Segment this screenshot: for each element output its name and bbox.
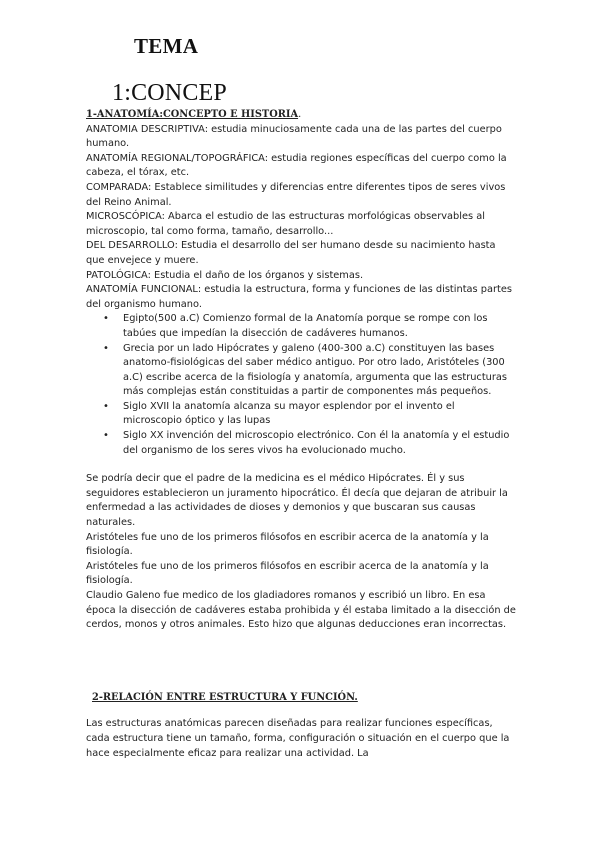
history-bullet-list (86, 312, 516, 458)
paragraph-patologica: PATOLÓGICA: Estudia el daño de los órganos y sistemas. (86, 269, 364, 281)
paragraph-funcional: ANATOMÍA FUNCIONAL: estudia la estructura, forma y funciones de las distintas partes del organismo humano. (86, 284, 512, 310)
section-1-heading: 1-ANATOMÍA:CONCEPTO E HISTORIA (86, 109, 299, 120)
paragraph-estructura-funcion: Las estructuras anatómicas parecen diseñadas para realizar funciones específicas, cada estructura tiene un tamaño, forma, configuración o situación en el cuerpo que la hace especialmente eficaz para realizar una actividad. La (86, 718, 510, 759)
paragraph-descriptiva: ANATOMIA DESCRIPTIVA: estudia minuciosamente cada una de las partes del cuerpo humano. (86, 123, 502, 150)
document-body (86, 108, 516, 761)
title-line-1: TEMA (134, 34, 199, 58)
bullet-item-egipto: • Egipto(500 a.C) Comienzo formal de la Anatomía porque se rompe con los tabúes que impedían la disección de cadáveres humanos. (123, 312, 516, 341)
bullet-item-siglo-xvii: • Siglo XVII la anatomía alcanza su mayor esplendor por el invento el microscopio óptico y las lupas (123, 400, 516, 429)
paragraph-comparada: COMPARADA: Establece similitudes y diferencias entre diferentes tipos de seres vivos del Reino Animal. (86, 181, 506, 208)
paragraph-hipocrates: Se podría decir que el padre de la medicina es el médico Hipócrates. Él y sus seguidores establecieron un juramento hipocrático. Él decía que dejaran de atribuir la enfermedad a las actividades de dioses y demonios y que buscaran sus causas naturales. (86, 473, 508, 529)
section-1-heading-suffix: . (298, 109, 302, 120)
section-2-heading: 2-RELACIÓN ENTRE ESTRUCTURA Y FUNCIÓN. (92, 691, 358, 703)
paragraph-desarrollo: DEL DESARROLLO: Estudia el desarrollo del ser humano desde su nacimiento hasta que envejece y muere. (86, 240, 496, 266)
section-1-heading-line (86, 108, 516, 123)
title-line-2: 1:CONCEP (112, 80, 227, 106)
paragraph-aristoteles-2: Aristóteles fue uno de los primeros filósofos en escribir acerca de la anatomía y la fisiología. (86, 560, 489, 587)
section-2-heading-line (86, 691, 516, 706)
paragraph-galeno: Claudio Galeno fue medico de los gladiadores romanos y escribió un libro. En esa época la disección de cadáveres estaba prohibida y él estaba limitado a la disección de cerdos, monos y otros animales. Esto hizo que algunas deducciones eran incorrectas. (86, 590, 516, 631)
paragraph-microscopica: MICROSCÓPICA: Abarca el estudio de las estructuras morfológicas observables al microscopio, tal como forma, tamaño, desarrollo... (86, 211, 485, 237)
paragraph-regional: ANATOMÍA REGIONAL/TOPOGRÁFICA: estudia regiones específicas del cuerpo como la cabeza, el tórax, etc. (86, 152, 507, 179)
paragraph-aristoteles-1: Aristóteles fue uno de los primeros filósofos en escribir acerca de la anatomía y la fisiología. (86, 531, 489, 558)
spacer (86, 705, 516, 717)
spacer (86, 633, 516, 691)
spacer (86, 458, 516, 472)
bullet-item-siglo-xx: • Siglo XX invención del microscopio electrónico. Con él la anatomía y el estudio del organismo de los seres vivos ha evolucionado mucho. (123, 429, 516, 458)
bullet-item-grecia: • Grecia por un lado Hipócrates y galeno (400-300 a.C) constituyen las bases anatomo-fisiológicas del saber médico antiguo. Por otro lado, Aristóteles (300 a.C) escribe acerca de la fisiología y anatomía, argumenta que las estructuras más complejas están constituidas a partir de componentes más pequeños. (123, 342, 516, 400)
